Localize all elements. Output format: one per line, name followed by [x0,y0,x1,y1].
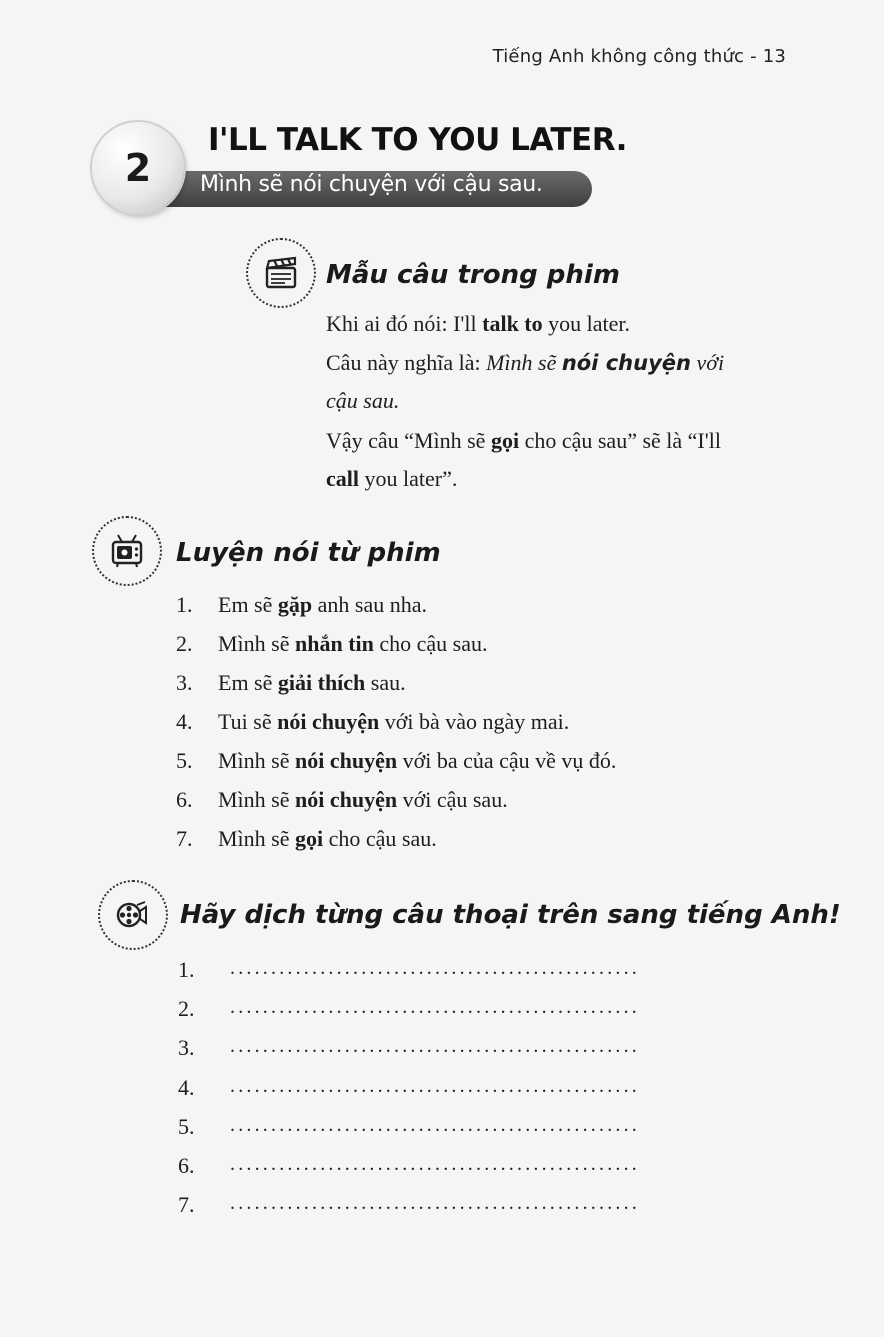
answer-number: 2. [178,996,195,1022]
item-text: Tui sẽ [218,709,278,734]
speaking-practice-heading: Luyện nói từ phim [176,538,441,568]
movie-pattern-heading: Mẫu câu trong phim [326,260,620,290]
speaking-practice-list [176,592,616,865]
lesson-subtitle: Mình sẽ nói chuyện với cậu sau. [200,172,543,197]
answer-line[interactable] [178,1075,780,1114]
answer-blank[interactable]: .................................................. [230,1192,640,1215]
item-text: Mình sẽ [218,631,295,656]
item-highlight: nhắn tin [295,631,374,656]
lesson-number-badge [92,122,184,214]
item-text: Mình sẽ [218,826,295,851]
pattern-text: you later”. [359,466,458,491]
item-highlight: giải thích [277,670,366,695]
item-number: 3. [176,670,193,695]
item-highlight: nói chuyện [295,748,398,773]
answer-blank[interactable]: .................................................. [230,957,640,979]
pattern-line-2 [326,343,724,383]
item-text: với bà vào ngày mai. [379,709,570,734]
item-highlight: nói chuyện [277,709,380,734]
translation-answer-list [178,957,780,1231]
answer-blank[interactable]: .................................................. [230,1152,640,1175]
answer-number: 7. [178,1192,195,1218]
pattern-highlight: call [326,466,359,491]
pattern-line-4 [326,421,721,461]
answer-blank[interactable]: .................................................. [230,1035,640,1058]
item-number: 1. [176,592,193,617]
item-text: Mình sẽ [218,787,295,812]
item-highlight: gặp [277,592,313,617]
pattern-translation: với [690,350,725,375]
film-reel-camera-icon [98,880,168,950]
pattern-text: cho cậu sau” sẽ là “I'll [519,428,721,453]
item-text: với ba của cậu về vụ đó. [397,748,617,773]
pattern-translation: Mình sẽ [486,350,562,375]
list-item [176,592,616,631]
list-item [176,670,616,709]
answer-line[interactable] [178,1114,780,1153]
item-text: Em sẽ [218,592,278,617]
pattern-translation: cậu sau. [326,388,400,413]
retro-tv-icon [92,516,162,586]
clapperboard-icon [246,238,316,308]
item-highlight: nói chuyện [295,787,398,812]
answer-blank[interactable]: .................................................. [230,1113,640,1136]
answer-line[interactable] [178,957,780,996]
list-item [176,748,616,787]
pattern-text: you later. [542,311,630,336]
item-highlight: gọi [295,826,324,851]
pattern-line-3 [326,381,399,421]
item-number: 2. [176,631,193,656]
answer-number: 3. [178,1035,195,1061]
list-item [176,631,616,670]
answer-number: 6. [178,1152,195,1178]
pattern-highlight: talk to [482,311,543,336]
translation-exercise-heading: Hãy dịch từng câu thoại trên sang tiếng Anh! [180,900,841,930]
pattern-text: Vậy câu “Mình sẽ [326,428,491,453]
answer-line[interactable] [178,1192,780,1231]
pattern-line-5 [326,459,457,499]
pattern-text: Khi ai đó nói: I'll [326,311,483,336]
answer-blank[interactable]: .................................................. [230,996,640,1019]
item-text: Mình sẽ [218,748,295,773]
item-number: 6. [176,787,193,812]
list-item [176,709,616,748]
item-number: 7. [176,826,193,851]
answer-number: 1. [178,957,195,982]
list-item [176,826,616,865]
item-text: cho cậu sau. [373,631,488,656]
answer-line[interactable] [178,1153,780,1192]
pattern-text: Câu này nghĩa là: [326,350,487,375]
pattern-highlight: nói chuyện [561,351,691,375]
answer-line[interactable] [178,1035,780,1074]
item-text: sau. [365,670,406,695]
list-item [176,787,616,826]
item-text: cho cậu sau. [323,826,437,851]
item-text: Em sẽ [218,670,278,695]
item-text: anh sau nha. [312,592,427,617]
lesson-number: 2 [124,146,152,190]
pattern-highlight: gọi [490,428,520,453]
answer-number: 4. [178,1074,195,1100]
answer-number: 5. [178,1113,195,1139]
item-number: 5. [176,748,193,773]
lesson-title: I'LL TALK TO YOU LATER. [208,122,627,158]
item-number: 4. [176,709,193,734]
answer-blank[interactable]: .................................................. [230,1074,640,1097]
item-text: với cậu sau. [397,787,508,812]
pattern-line-1 [326,304,630,344]
answer-line[interactable] [178,996,780,1035]
running-header: Tiếng Anh không công thức - 13 [492,46,786,67]
